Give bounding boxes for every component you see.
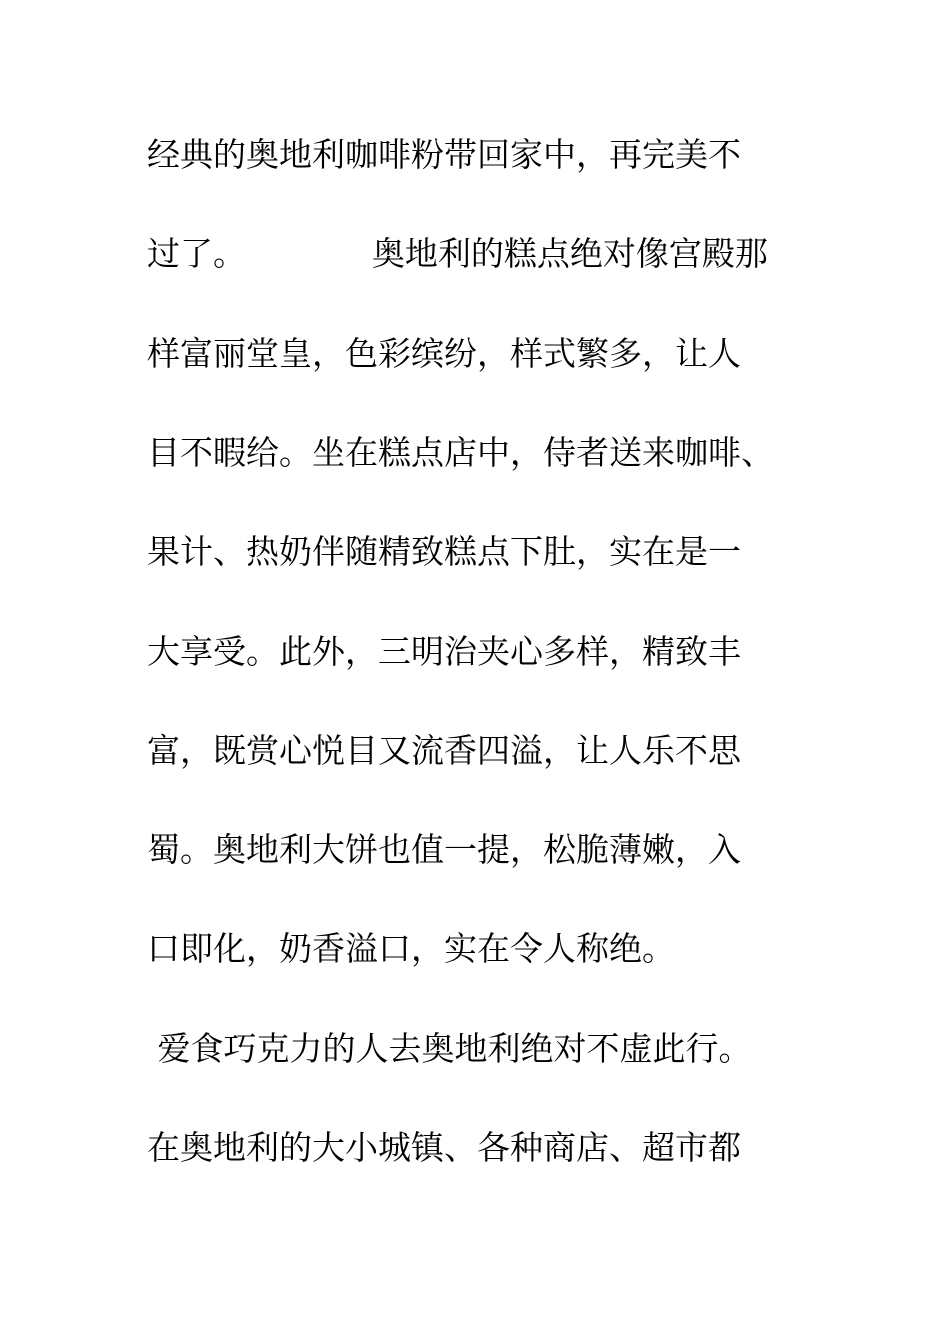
text-line-7: 富，既赏心悦目又流香四溢，让人乐不思 bbox=[147, 731, 741, 770]
text-line-1: 经典的奥地利咖啡粉带回家中，再完美不 bbox=[147, 135, 741, 174]
text-line-2: 过了。 奥地利的糕点绝对像宫殿那 bbox=[147, 234, 768, 273]
text-line-6: 大享受。此外，三明治夹心多样，精致丰 bbox=[147, 632, 741, 671]
text-line-5: 果计、热奶伴随精致糕点下肚，实在是一 bbox=[147, 532, 741, 571]
text-line-9: 口即化，奶香溢口，实在令人称绝。 bbox=[147, 929, 675, 968]
text-line-10: 爱食巧克力的人去奥地利绝对不虚此行。 bbox=[147, 1029, 752, 1068]
text-line-11: 在奥地利的大小城镇、各种商店、超市都 bbox=[147, 1128, 741, 1167]
text-line-4: 目不暇给。坐在糕点店中，侍者送来咖啡、 bbox=[147, 433, 774, 472]
text-line-3: 样富丽堂皇，色彩缤纷，样式繁多，让人 bbox=[147, 334, 741, 373]
text-line-8: 蜀。奥地利大饼也值一提，松脆薄嫩，入 bbox=[147, 830, 741, 869]
